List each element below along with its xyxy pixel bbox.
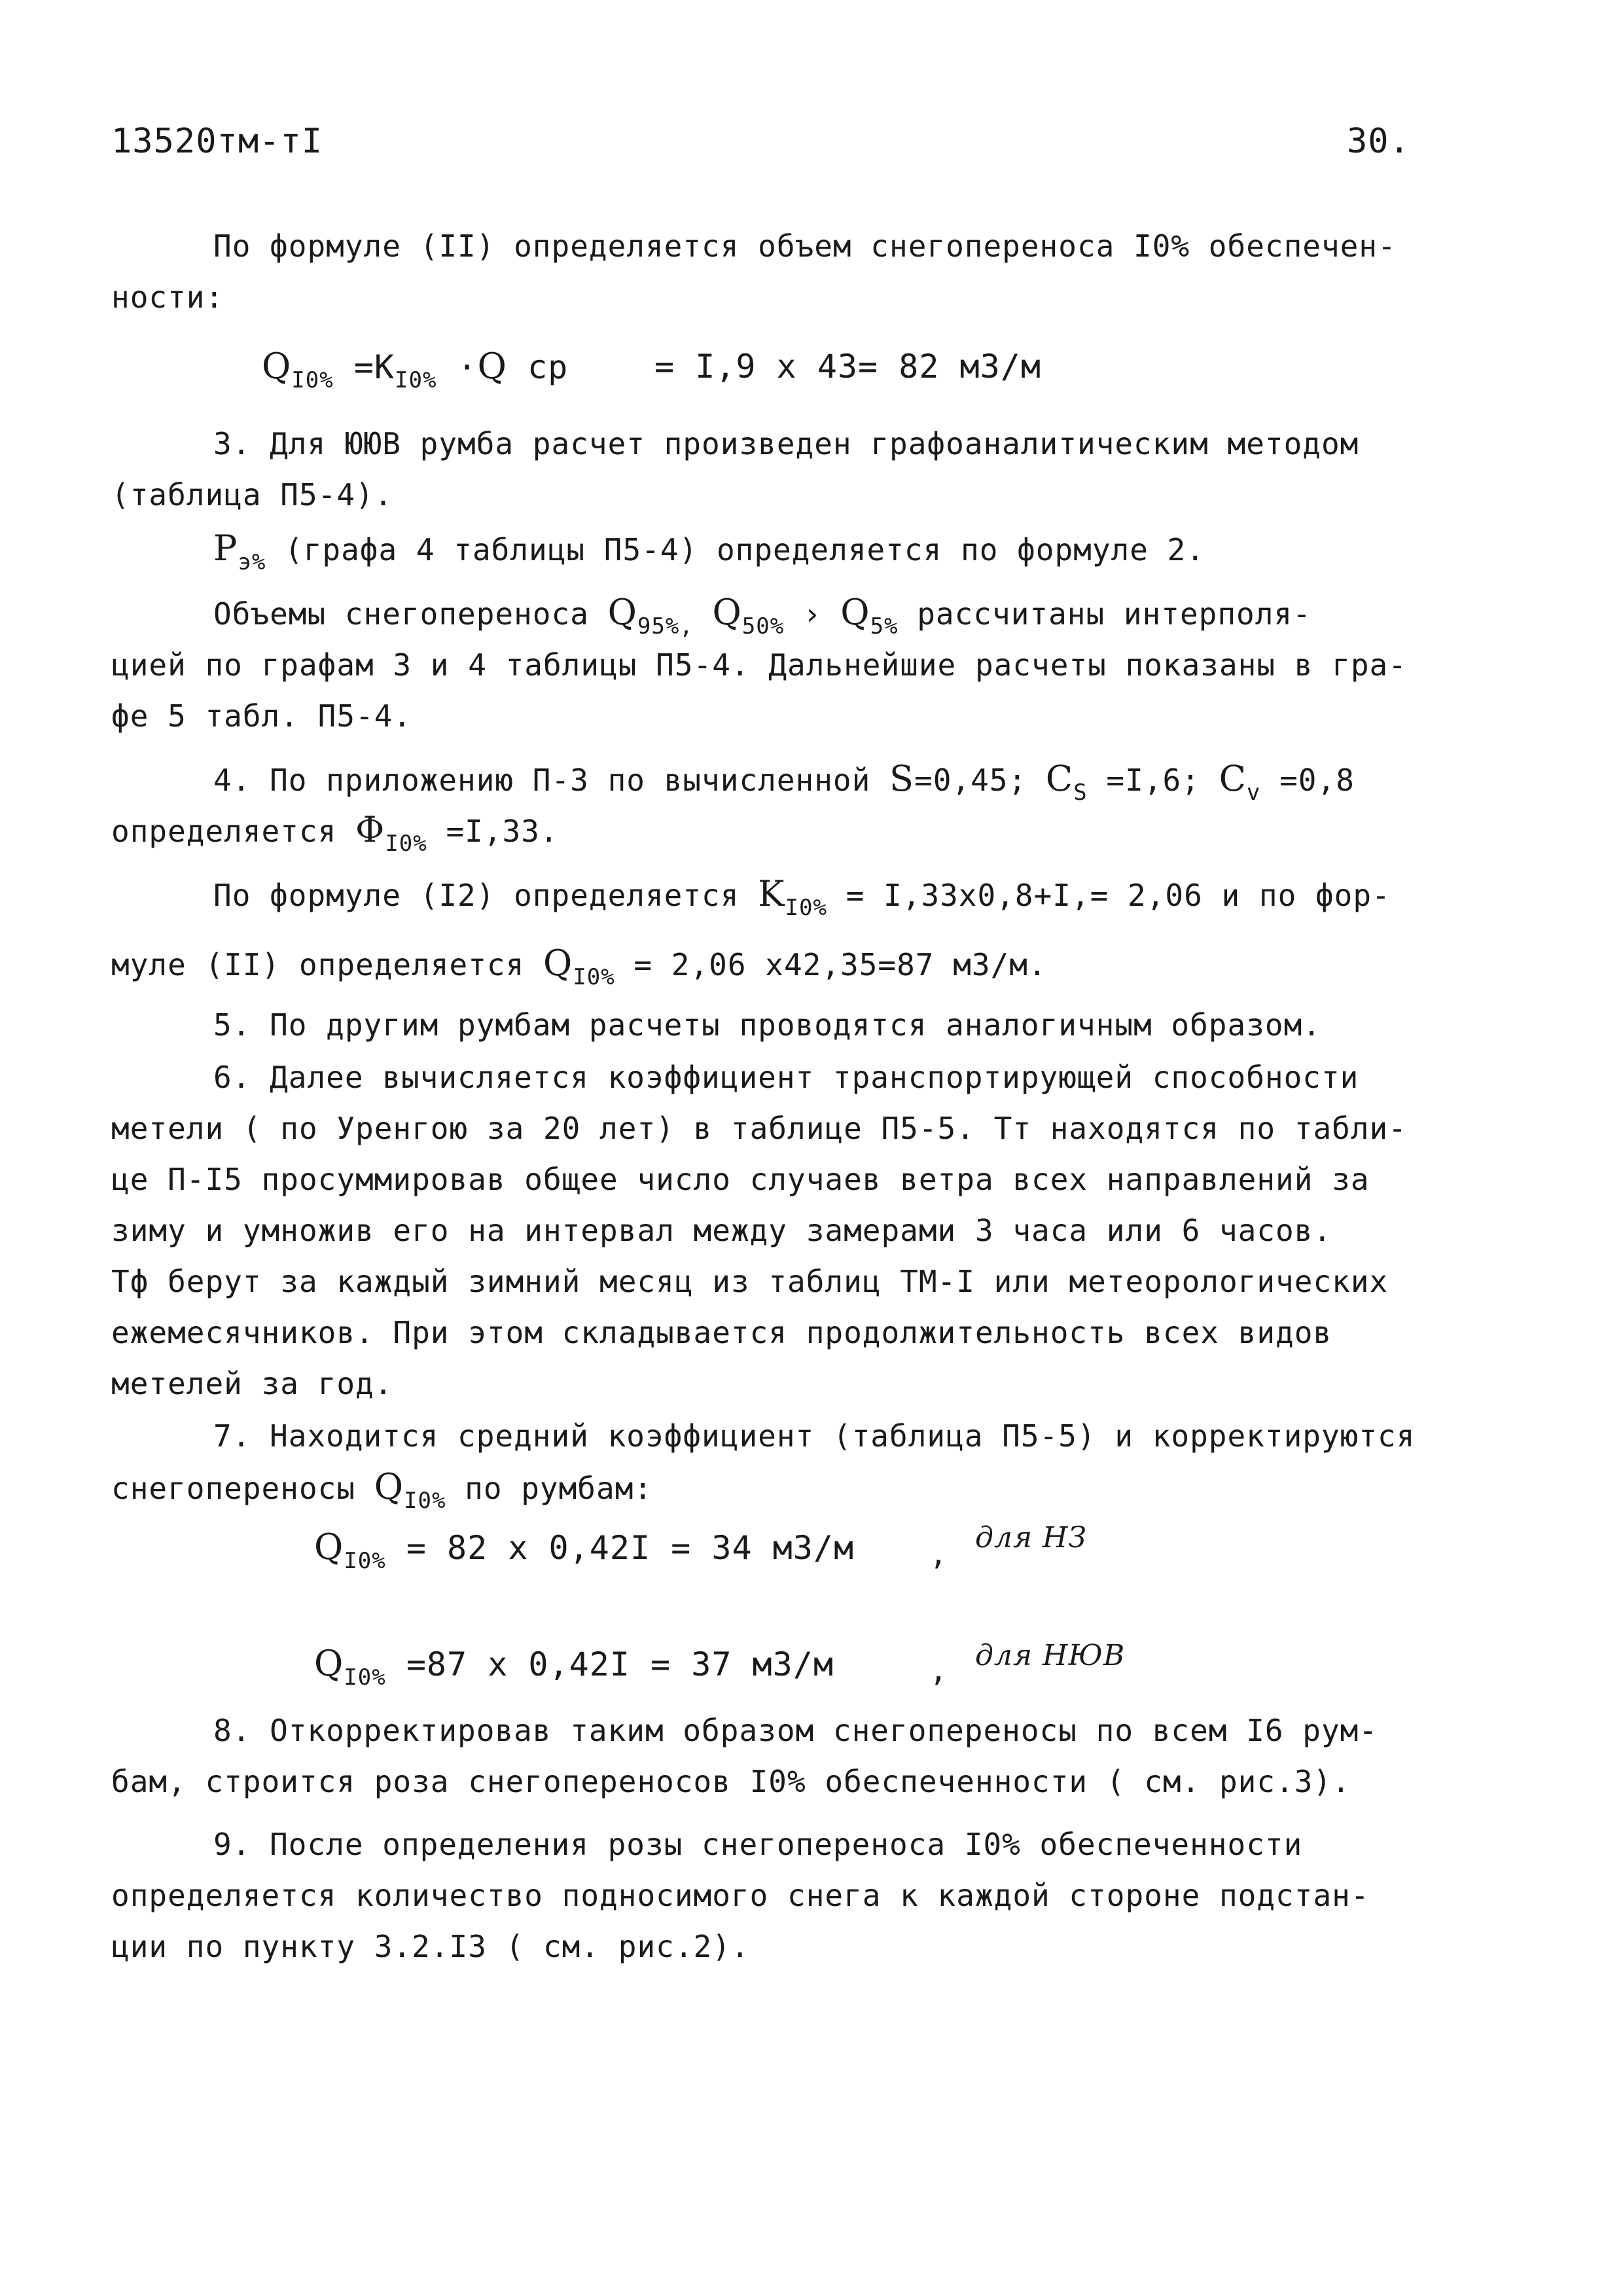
text-line: Тф берут за каждый зимний месяц из таблиц ТМ-I или метеорологических bbox=[111, 1264, 1389, 1299]
document-code: 13520тм-тI bbox=[111, 122, 323, 161]
text-part: =0,8 bbox=[1279, 762, 1355, 798]
formula-nz bbox=[314, 1526, 855, 1574]
text-line: ции по пункту 3.2.I3 ( см. рис.2). bbox=[111, 1929, 750, 1964]
text-part: (графа 4 таблицы П5-4) определяется по формуле 2. bbox=[285, 532, 1205, 567]
k-symbol: K bbox=[758, 873, 785, 914]
subscript: S bbox=[1073, 780, 1088, 806]
text-line-phi bbox=[111, 809, 559, 857]
text-line-snowtransfer bbox=[111, 1466, 653, 1514]
s-symbol: S bbox=[889, 758, 915, 799]
subscript: э% bbox=[238, 549, 266, 575]
subscript: I0% bbox=[785, 895, 827, 921]
formula-part: ср bbox=[527, 348, 569, 386]
text-line: (таблица П5-4). bbox=[111, 477, 393, 512]
subscript: I0% bbox=[344, 1548, 386, 1574]
text-line: цией по графам 3 и 4 таблицы П5-4. Дальнейшие расчеты показаны в гра- bbox=[111, 647, 1407, 683]
text-part: По формуле (I2) определяется bbox=[213, 878, 740, 913]
text-part: определяется bbox=[111, 814, 337, 849]
c-symbol: C bbox=[1219, 758, 1247, 799]
text-part: =I,6; bbox=[1106, 762, 1200, 798]
subscript: I0% bbox=[573, 964, 615, 990]
text-part: =0,45; bbox=[914, 762, 1027, 798]
text-part: снегопереносы bbox=[111, 1471, 356, 1506]
q-symbol: Q bbox=[543, 942, 573, 984]
subscript: v bbox=[1246, 780, 1261, 806]
formula-part: =87 х 0,42I = 37 м3/м bbox=[406, 1645, 834, 1683]
formula-q10-base bbox=[262, 346, 569, 393]
text-line: ности: bbox=[111, 279, 224, 315]
q-symbol: Q bbox=[374, 1466, 404, 1507]
q-symbol: Q bbox=[477, 346, 507, 387]
q-symbol: Q bbox=[314, 1643, 344, 1684]
handwritten-note: для НЗ bbox=[975, 1521, 1087, 1554]
q-symbol: Q bbox=[840, 592, 870, 633]
text-part: = 2,06 х42,35=87 м3/м. bbox=[633, 947, 1047, 982]
page-number: 30. bbox=[1347, 122, 1410, 161]
text-line: це П-I5 просуммировав общее число случаев ветра всех направлений за bbox=[111, 1162, 1370, 1197]
subscript: I0% bbox=[404, 1488, 446, 1514]
text-line: 6. Далее вычисляется коэффициент транспортирующей способности bbox=[213, 1060, 1359, 1095]
subscript: I0% bbox=[344, 1664, 386, 1691]
text-line: определяется количество подносимого снега к каждой стороне подстан- bbox=[111, 1878, 1370, 1913]
subscript: 50% bbox=[741, 613, 785, 639]
text-line: 8. Откорректировав таким образом снегопереносы по всем I6 рум- bbox=[213, 1713, 1378, 1748]
text-line: ежемесячников. При этом складывается продолжительность всех видов bbox=[111, 1315, 1332, 1350]
text-line: 9. После определения розы снегопереноса I0% обеспеченности bbox=[213, 1827, 1303, 1862]
text-line-p bbox=[213, 528, 1205, 575]
q-symbol: Q bbox=[607, 592, 637, 633]
formula-part: = 82 х 0,42I = 34 м3/м bbox=[406, 1529, 855, 1567]
formula-part: · bbox=[457, 348, 478, 386]
subscript: I0% bbox=[385, 831, 427, 857]
handwritten-note: для НЮВ bbox=[975, 1639, 1126, 1672]
text-line-k10 bbox=[213, 873, 1391, 921]
text-line: 5. По другим румбам расчеты проводятся аналогичным образом. bbox=[213, 1007, 1321, 1043]
text-line-params bbox=[213, 758, 1355, 806]
separator: , bbox=[929, 1653, 948, 1688]
text-line: По формуле (II) определяется объем снегопереноса I0% обеспечен- bbox=[213, 228, 1397, 264]
text-line: 7. Находится средний коэффициент (таблица П5-5) и корректируются bbox=[213, 1418, 1416, 1454]
text-part: 4. По приложению П-3 по вычисленной bbox=[213, 762, 871, 798]
q-symbol: Q bbox=[314, 1526, 344, 1568]
subscript: I0% bbox=[395, 367, 437, 393]
c-symbol: C bbox=[1045, 758, 1074, 799]
text-line-q10 bbox=[111, 942, 1047, 990]
subscript: 5% bbox=[870, 613, 899, 639]
text-part: рассчитаны интерполя- bbox=[917, 596, 1311, 632]
q-symbol: Q bbox=[712, 592, 742, 633]
text-line: зиму и умножив его на интервал между замерами 3 часа или 6 часов. bbox=[111, 1213, 1332, 1248]
subscript: 95%, bbox=[637, 613, 694, 639]
p-symbol: P bbox=[213, 528, 238, 569]
phi-symbol: Φ bbox=[355, 809, 385, 850]
text-line: фе 5 табл. П5-4. bbox=[111, 698, 412, 734]
text-part: Объемы снегопереноса bbox=[213, 596, 589, 632]
formula-q10-result: = I,9 х 43= 82 м3/м bbox=[654, 348, 1041, 386]
separator: › bbox=[802, 596, 822, 632]
text-part: =I,33. bbox=[446, 814, 559, 849]
formula-part: =K bbox=[353, 348, 395, 386]
text-line-volumes bbox=[213, 592, 1311, 639]
text-part: муле (II) определяется bbox=[111, 947, 525, 982]
text-line: бам, строится роза снегопереносов I0% обеспеченности ( см. рис.3). bbox=[111, 1764, 1351, 1799]
separator: , bbox=[929, 1536, 948, 1571]
text-part: = I,33х0,8+I,= 2,06 и по фор- bbox=[846, 878, 1391, 913]
text-line: метели ( по Уренгою за 20 лет) в таблице П5-5. Тт находятся по табли- bbox=[111, 1111, 1407, 1146]
formula-nyuv bbox=[314, 1643, 834, 1691]
q-symbol: Q bbox=[262, 346, 292, 387]
text-part: по румбам: bbox=[465, 1471, 653, 1506]
text-line: 3. Для ЮЮВ румба расчет произведен графоаналитическим методом bbox=[213, 426, 1359, 461]
subscript: I0% bbox=[291, 367, 334, 393]
text-line: метелей за год. bbox=[111, 1366, 393, 1401]
